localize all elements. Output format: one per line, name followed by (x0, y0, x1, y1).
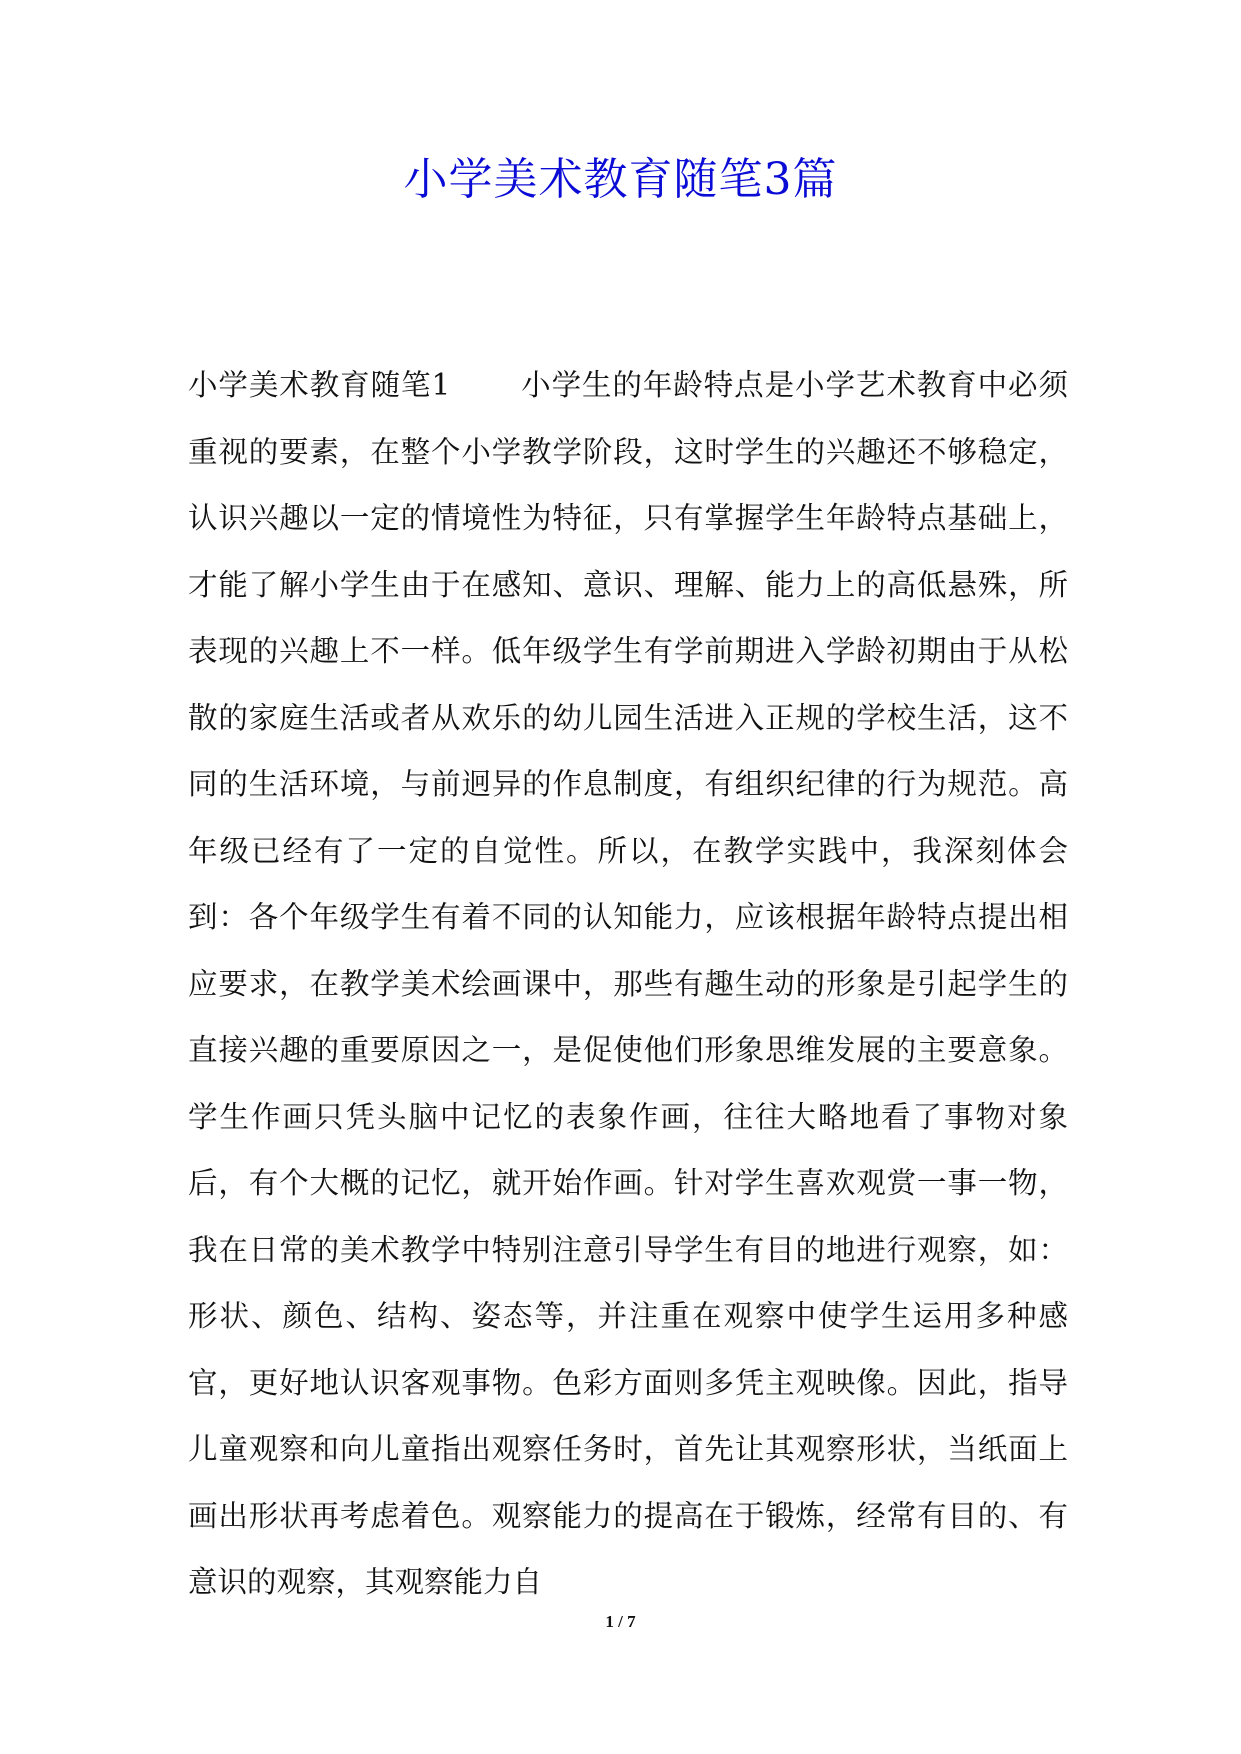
document-title: 小学美术教育随笔3篇 (403, 154, 838, 205)
body-paragraph (188, 352, 1068, 1616)
section-heading: 小学美术教育随笔1 (188, 368, 451, 402)
paragraph-text: 小学生的年龄特点是小学艺术教育中必须重视的要素，在整个小学教学阶段，这时学生的兴趣还不够稳定，认识兴趣以一定的情境性为特征，只有掌握学生年龄特点基础上，才能了解小学生由于在感知、意识、理解、能力上的高低悬殊，所表现的兴趣上不一样。低年级学生有学前期进入学龄初期由于从松散的家庭生活或者从欢乐的幼儿园生活进入正规的学校生活，这不同的生活环境，与前迥异的作息制度，有组织纪律的行为规范。高年级已经有了一定的自觉性。所以，在教学实践中，我深刻体会到：各个年级学生有着不同的认知能力，应该根据年龄特点提出相应要求，在教学美术绘画课中，那些有趣生动的形象是引起学生的直接兴趣的重要原因之一，是促使他们形象思维发展的主要意象。学生作画只凭头脑中记忆的表象作画，往往大略地看了事物对象后，有个大概的记忆，就开始作画。针对学生喜欢观赏一事一物，我在日常的美术教学中特别注意引导学生有目的地进行观察，如：形状、颜色、结构、姿态等，并注重在观察中使学生运用多种感官，更好地认识客观事物。色彩方面则多凭主观映像。因此，指导儿童观察和向儿童指出观察任务时，首先让其观察形状，当纸面上画出形状再考虑着色。观察能力的提高在于锻炼，经常有目的、有意识的观察，其观察能力自 (188, 368, 1068, 1599)
page-number: 1 / 7 (605, 1612, 636, 1631)
